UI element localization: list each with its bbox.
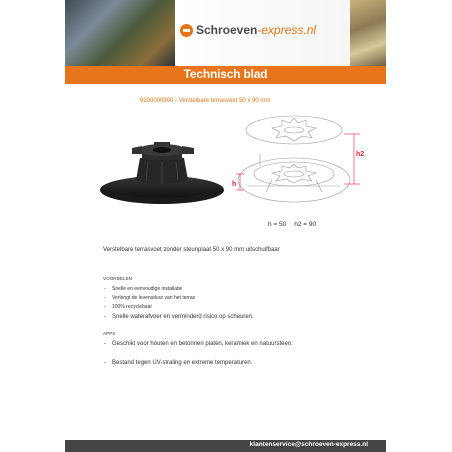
footer-email[interactable]: klantenservice@schroeven-express.nl <box>249 441 368 448</box>
dimension-values <box>268 221 324 228</box>
voordelen-heading: VOORDELEN <box>103 276 133 281</box>
list-item: - Bestand tegen UV-straling en extreme temperaturen. <box>112 358 252 369</box>
brand-prefix: Schroeven <box>196 23 258 37</box>
label-h: h <box>232 181 237 188</box>
technical-drawing <box>232 108 376 216</box>
product-image <box>98 140 226 208</box>
list-item: - Snelle en eenvoudige installatie <box>112 285 195 294</box>
apps-list <box>112 339 293 350</box>
page-header <box>65 0 386 66</box>
dim-h2: h2 = 90 <box>294 221 317 228</box>
brand-logo-icon <box>180 24 193 37</box>
list-item: - Verlengt de levensduur van het terras <box>112 294 195 303</box>
apps-list-second <box>112 358 252 369</box>
product-description: Verstelbare terrasvoet zonder steunplaat 50 x 90 mm uitschuifbaar <box>103 247 280 253</box>
voordelen-highlight-list <box>112 312 254 323</box>
tools-photo <box>65 0 175 66</box>
list-item: - 100% recyclebaar <box>112 303 195 312</box>
brand-suffix: -express.nl <box>257 23 317 37</box>
banner-title: Technisch blad <box>183 67 268 81</box>
apps-heading: APPS <box>103 331 116 336</box>
list-item: - Geschikt voor houten en betonnen platen, keramiek en natuursteen. <box>112 339 293 350</box>
brand-name <box>196 23 316 37</box>
label-h2: h2 <box>356 151 365 158</box>
product-subtitle: 9200000900 - Verstelbare terrasvoet 50 x 90 mm <box>140 98 271 104</box>
brand-bar <box>175 0 350 66</box>
footer-bar <box>65 440 386 452</box>
voordelen-list <box>112 285 195 312</box>
title-banner <box>65 66 386 84</box>
screws-photo <box>350 0 386 66</box>
list-item: - Snelle waterafvoer en verminderd risico op scheuren. <box>112 312 254 323</box>
dim-h: h = 50 <box>268 221 287 228</box>
